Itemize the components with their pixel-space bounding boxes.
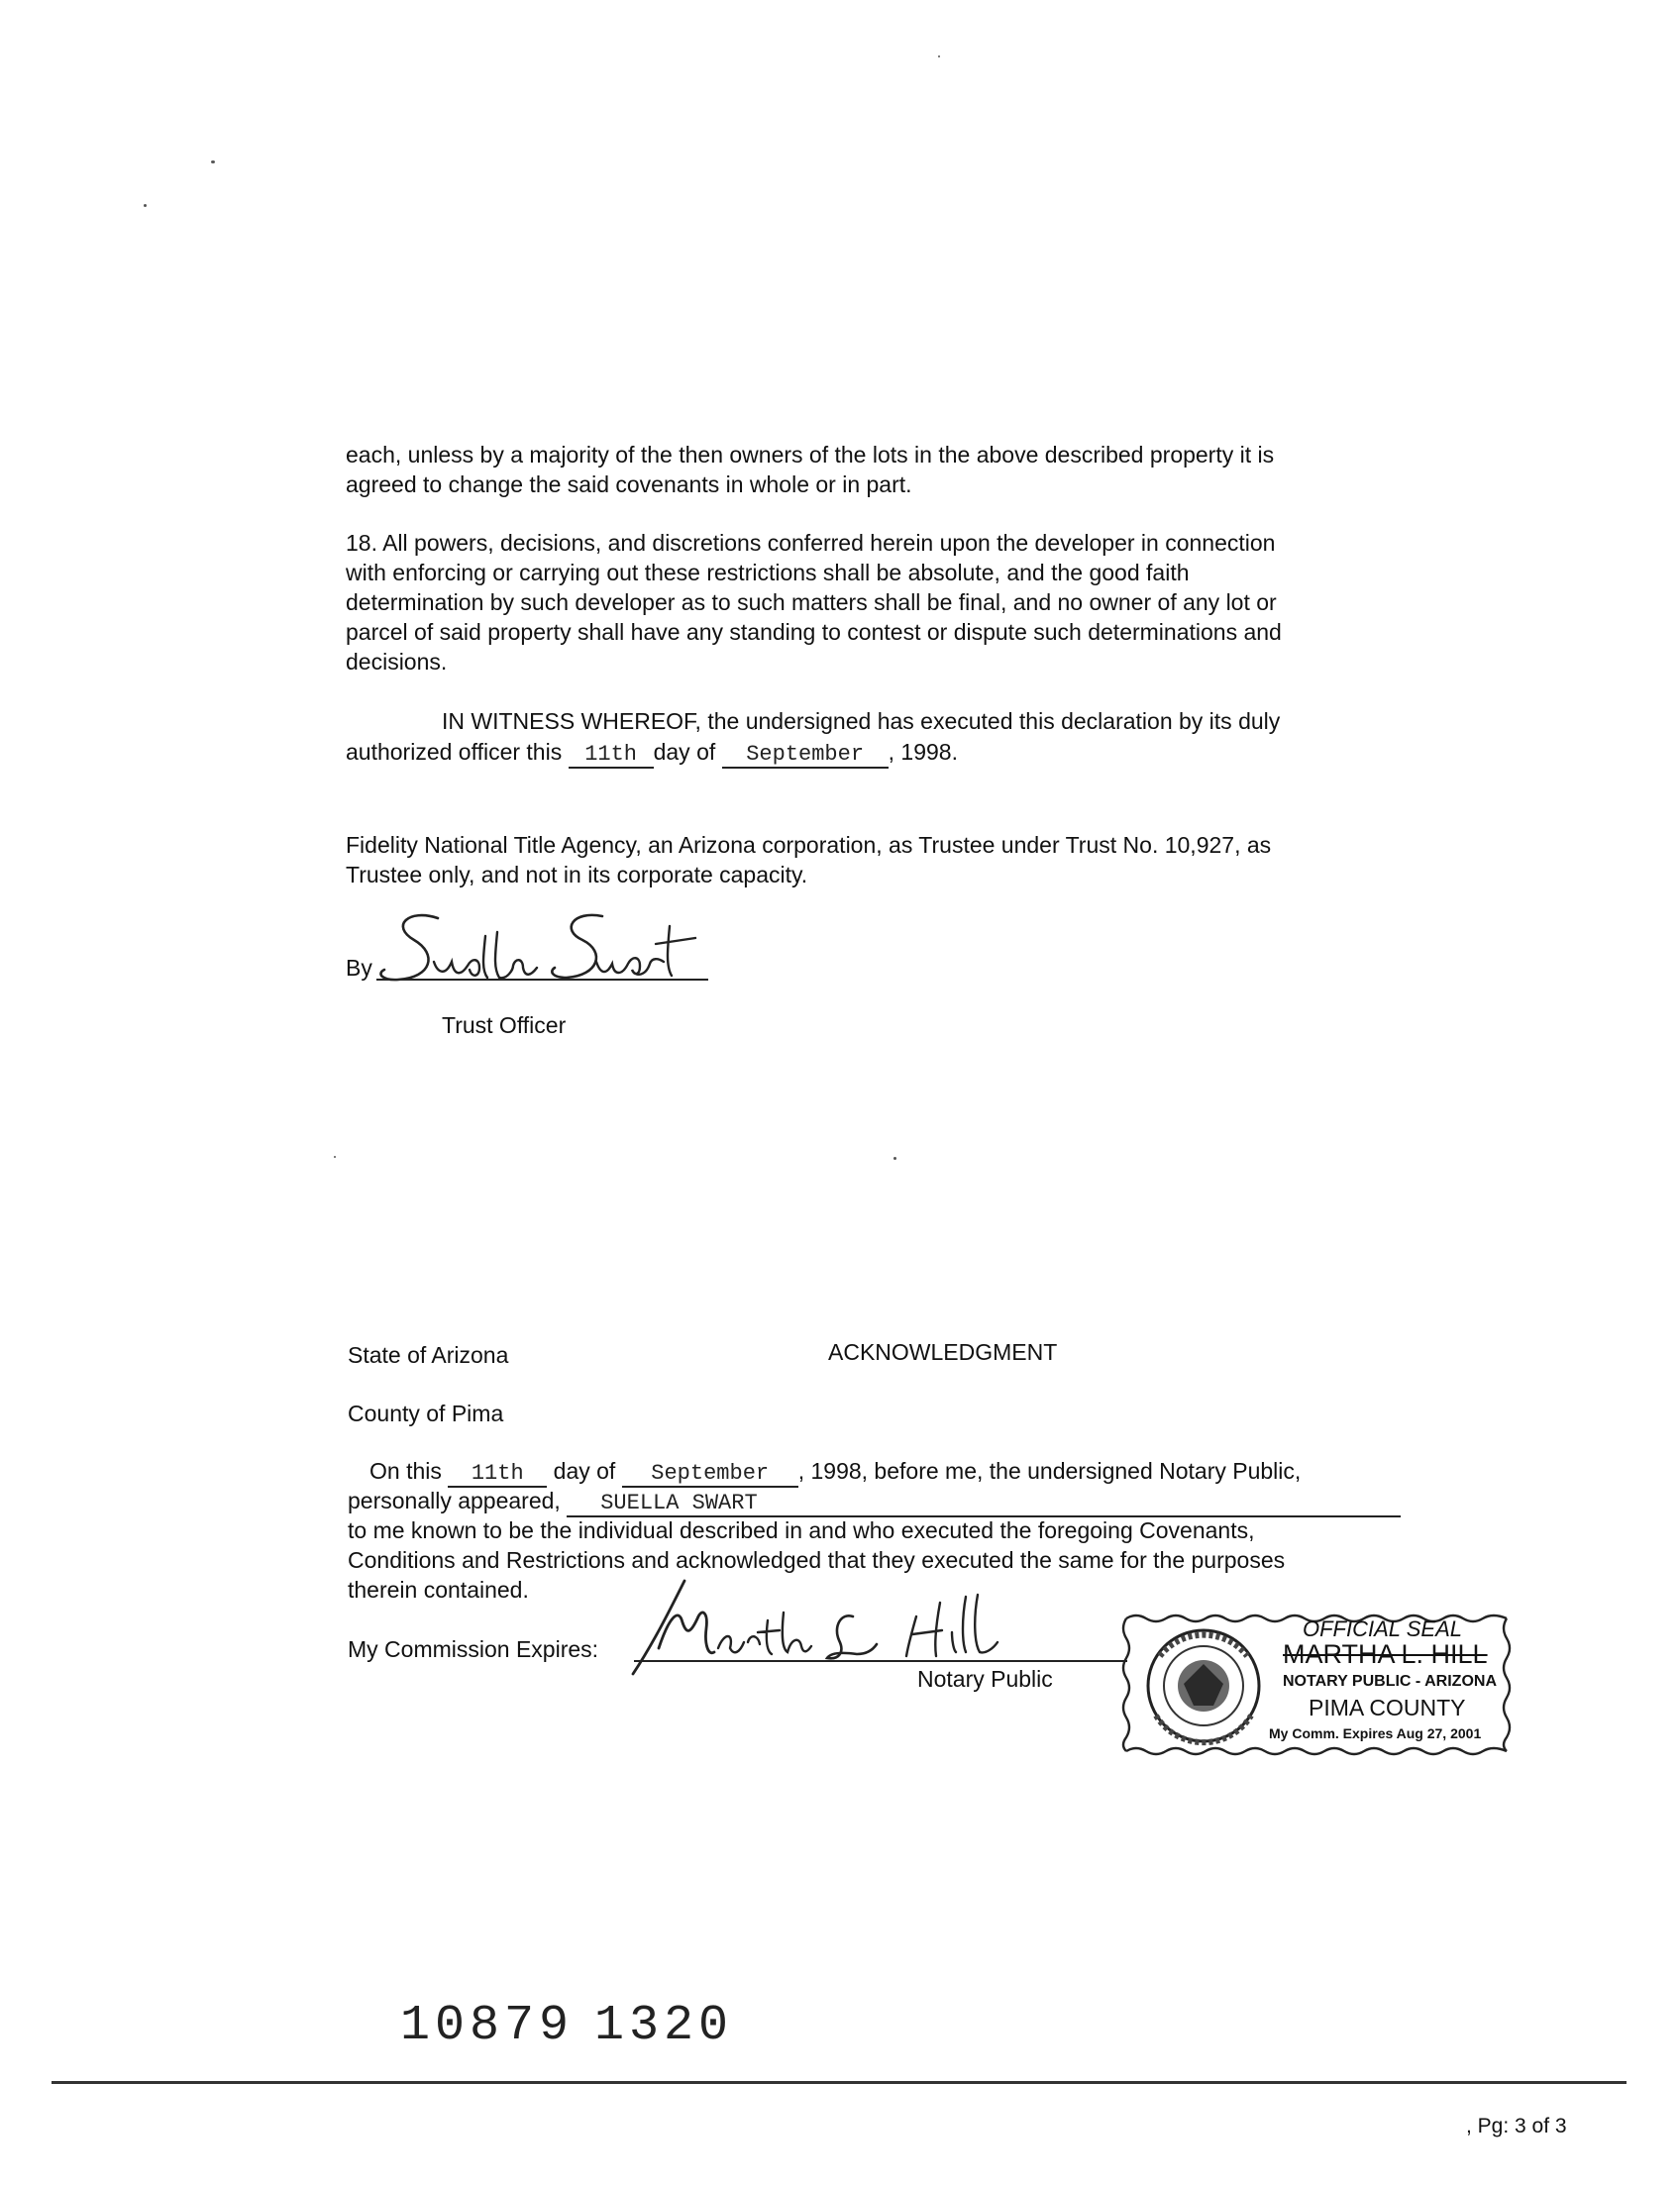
acknowledgment-body-line: therein contained.	[348, 1577, 529, 1603]
witness-date-line	[346, 737, 958, 769]
by-label: By	[346, 955, 372, 981]
witness-prefix: authorized officer this	[346, 739, 563, 765]
trustee-line: Trustee only, and not in its corporate capacity.	[346, 862, 808, 887]
acknowledgment-date-line	[369, 1456, 1301, 1488]
commission-expires-label: My Commission Expires:	[348, 1636, 599, 1662]
appeared-label: personally appeared,	[348, 1488, 561, 1513]
paragraph-18-line: parcel of said property shall have any standing to contest or dispute such determinations and	[346, 619, 1282, 645]
recording-book-number: 10879	[400, 1998, 575, 2054]
scan-speck	[893, 1157, 896, 1160]
scan-speck	[938, 55, 940, 57]
seal-notary-title: NOTARY PUBLIC - ARIZONA	[1283, 1673, 1497, 1690]
seal-expiration: My Comm. Expires Aug 27, 2001	[1269, 1725, 1482, 1741]
acknowledgment-heading: ACKNOWLEDGMENT	[828, 1339, 1058, 1365]
witness-year: , 1998.	[888, 739, 958, 765]
ack-day-field: 11th	[448, 1462, 547, 1488]
witness-line: IN WITNESS WHEREOF, the undersigned has executed this declaration by its duly	[442, 708, 1281, 734]
trust-officer-signature	[368, 896, 785, 995]
witness-month-field: September	[722, 743, 889, 769]
witness-dayof: day of	[653, 739, 716, 765]
seal-official-seal: OFFICIAL SEAL	[1303, 1616, 1462, 1641]
acknowledgment-body-line: Conditions and Restrictions and acknowledged that they executed the same for the purposes	[348, 1547, 1286, 1573]
acknowledgment-body-line: to me known to be the individual described in and who executed the foregoing Covenants,	[348, 1517, 1255, 1543]
seal-notary-name: MARTHA L. HILL	[1283, 1639, 1488, 1669]
recording-page-number: 1320	[594, 1998, 734, 2054]
footer-rule	[52, 2081, 1627, 2084]
paragraph-continued-line: each, unless by a majority of the then owners of the lots in the above described property it is	[346, 442, 1275, 468]
scan-speck	[211, 160, 215, 163]
appeared-name-field: SUELLA SWART	[567, 1492, 1401, 1517]
county-label: County of Pima	[348, 1401, 504, 1426]
ack-year-text: , 1998, before me, the undersigned Notary Public,	[797, 1458, 1302, 1484]
state-label: State of Arizona	[348, 1342, 509, 1368]
paragraph-18-line: determination by such developer as to such matters shall be final, and no owner of any lot or	[346, 589, 1277, 615]
seal-county: PIMA COUNTY	[1309, 1695, 1466, 1720]
paragraph-18-line: decisions.	[346, 649, 448, 675]
page-reference: , Pg: 3 of 3	[1466, 2115, 1567, 2137]
notary-public-label: Notary Public	[917, 1666, 1053, 1692]
witness-day-field: 11th	[569, 743, 654, 769]
ack-dayof-label: day of	[553, 1458, 616, 1484]
ack-month-field: September	[622, 1462, 798, 1488]
paragraph-continued-line: agreed to change the said covenants in whole or in part.	[346, 471, 912, 497]
appeared-line	[348, 1486, 1401, 1517]
paragraph-18-line: 18. All powers, decisions, and discretions conferred herein upon the developer in connection	[346, 530, 1276, 556]
scan-speck	[144, 204, 147, 207]
on-this-label: On this	[369, 1458, 442, 1484]
trustee-line: Fidelity National Title Agency, an Arizona corporation, as Trustee under Trust No. 10,927, as	[346, 832, 1272, 858]
notary-seal-stamp	[1120, 1611, 1513, 1759]
scan-speck	[334, 1156, 336, 1158]
signer-title: Trust Officer	[442, 1012, 567, 1038]
paragraph-18-line: with enforcing or carrying out these restrictions shall be absolute, and the good faith	[346, 560, 1190, 585]
